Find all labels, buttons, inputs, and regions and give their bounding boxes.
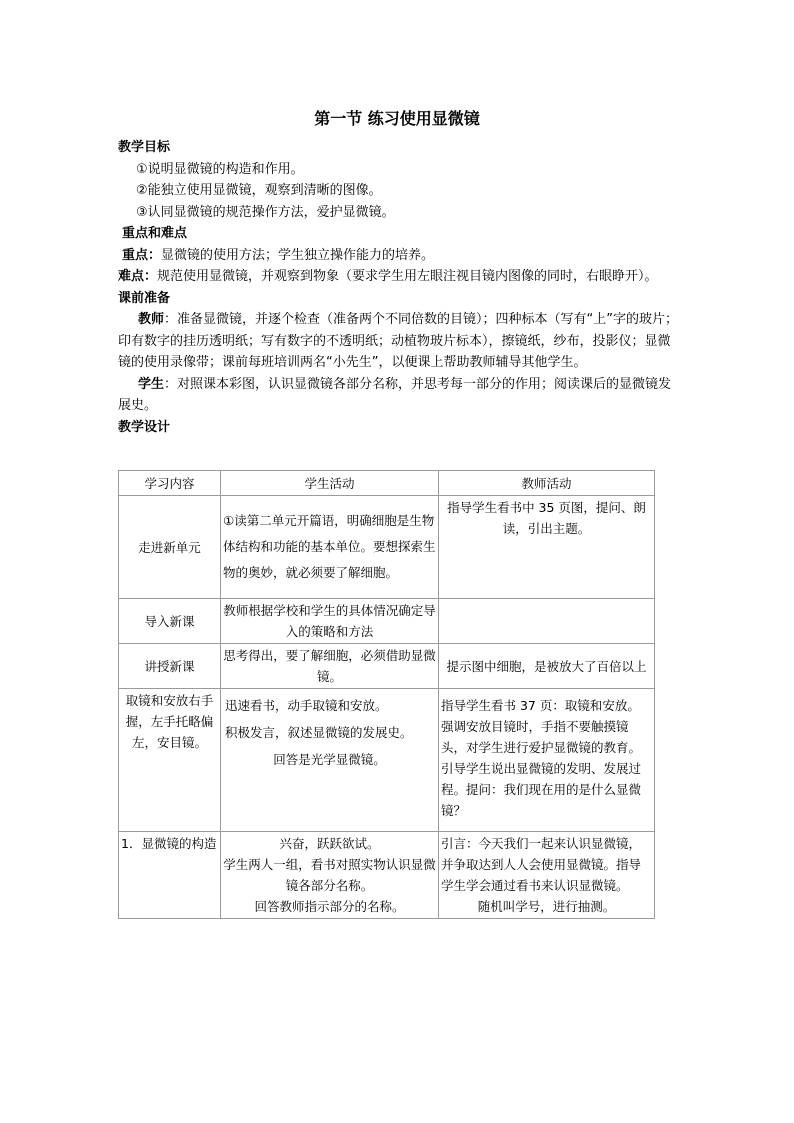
- student-preparation: [118, 374, 678, 417]
- teacher-activity-cell: [439, 832, 655, 919]
- teacher-activity-line: 指导学生看书中 35 页图，提问、朗读，引出主题。: [447, 500, 646, 536]
- student-activity-line: 教师根据学校和学生的具体情况确定导入的策略和方法: [223, 603, 436, 639]
- student-activity-cell: [221, 599, 439, 644]
- teacher-preparation: [118, 309, 678, 374]
- lesson-body: [118, 137, 678, 438]
- student-label: 学生: [138, 376, 165, 392]
- table-header-row: [119, 471, 655, 496]
- key-point-label: 重点：: [122, 247, 162, 263]
- teacher-activity-cell: [439, 644, 655, 689]
- teacher-activity-line: 提示图中细胞，是被放大了百倍以上: [446, 658, 647, 674]
- student-activity-cell: [221, 832, 439, 919]
- content-cell: 讲授新课: [119, 644, 221, 689]
- student-preparation-text: ：对照课本彩图，认识显微镜各部分名称，并思考每一部分的作用；阅读课后的显微镜发展史。: [118, 376, 672, 413]
- student-activity-cell: [221, 644, 439, 689]
- content-cell: 导入新课: [119, 599, 221, 644]
- objective-item: ①说明显微镜的构造和作用。: [136, 161, 304, 177]
- table-row: [119, 689, 655, 832]
- student-activity-line: 兴奋，跃跃欲试。: [279, 836, 380, 851]
- content-cell: 走进新单元: [119, 496, 221, 599]
- key-point-text: 显微镜的使用方法；学生独立操作能力的培养。: [161, 247, 435, 263]
- student-activity-line: 回答是光学显微镜。: [273, 752, 386, 767]
- teacher-activity-line: 强调安放目镜时，手指不要触摸镜头，对学生进行爱护显微镜的教育。: [441, 719, 642, 755]
- hard-point-label: 难点：: [118, 269, 158, 284]
- teacher-activity-cell: [439, 496, 655, 599]
- design-heading: 教学设计: [118, 419, 171, 435]
- page-title: 第一节 练习使用显微镜: [314, 109, 480, 128]
- teacher-activity-cell: [439, 599, 655, 644]
- objective-item: ②能独立使用显微镜，观察到清晰的图像。: [136, 183, 382, 198]
- teacher-activity-cell: [439, 689, 655, 832]
- key-points-heading: 重点和难点: [122, 226, 188, 241]
- content-cell: 取镜和安放右手握，左手托略偏左，安目镜。: [119, 689, 221, 832]
- column-header: 教师活动: [439, 471, 655, 496]
- column-header: 学生活动: [221, 471, 439, 496]
- teacher-label: 教师: [138, 312, 165, 327]
- student-activity-line: 思考得出，要了解细胞，必须借助显微镜。: [223, 648, 436, 684]
- student-activity-line: 回答教师指示部分的名称。: [254, 899, 405, 914]
- teacher-activity-line: 指导学生看书 37 页：取镜和安放。: [441, 698, 640, 713]
- column-header: 学习内容: [119, 471, 221, 496]
- table-row: [119, 496, 655, 599]
- student-activity-cell: [221, 496, 439, 599]
- hard-point-text: 规范使用显微镜，并观察到物象（要求学生用左眼注视目镜内图像的同时，右眼睁开）。: [157, 269, 658, 284]
- student-activity-cell: [221, 689, 439, 832]
- table-row: [119, 599, 655, 644]
- student-activity-line: 迅速看书，动手取镜和安放。: [225, 698, 388, 713]
- content-cell: 1．显微镜的构造: [119, 832, 221, 919]
- student-activity-line: ①读第二单元开篇语，明确细胞是生物体结构和功能的基本单位。要想探索生物的奥妙，就必须要了解细胞。: [223, 513, 436, 580]
- preparation-heading: 课前准备: [118, 290, 171, 306]
- hard-point: [118, 266, 678, 288]
- teacher-activity-line: 引言：今天我们一起来认识显微镜，并争取达到人人会使用显微镜。指导学生学会通过看书来认识显微镜。: [441, 836, 642, 893]
- table-row: [119, 644, 655, 689]
- table-row: [119, 832, 655, 919]
- objective-item: ③认同显微镜的规范操作方法，爱护显微镜。: [136, 204, 395, 220]
- student-activity-line: 积极发言，叙述显微镜的发展史。: [225, 725, 413, 740]
- teacher-preparation-text: ：准备显微镜，并逐个检查（准备两个不同倍数的目镜）；四种标本（写有“上”字的玻片；印有数字的挂历透明纸；写有数字的不透明纸；动植物玻片标本），擦镜纸，纱布，投影仪；显微镜的使用录像带；课前每班培训两名“小先生”，以便课上帮助教师辅导其他学生。: [118, 312, 678, 370]
- student-activity-line: 学生两人一组，看书对照实物认识显微镜各部分名称。: [223, 857, 436, 893]
- teacher-activity-line: 引导学生说出显微镜的发明、发展过程。提问：我们现在用的是什么显微镜？: [441, 761, 642, 818]
- objectives-heading: 教学目标: [118, 140, 171, 155]
- design-table: [118, 470, 655, 919]
- teacher-activity-line: 随机叫学号，进行抽测。: [477, 899, 616, 914]
- key-point: [118, 245, 678, 267]
